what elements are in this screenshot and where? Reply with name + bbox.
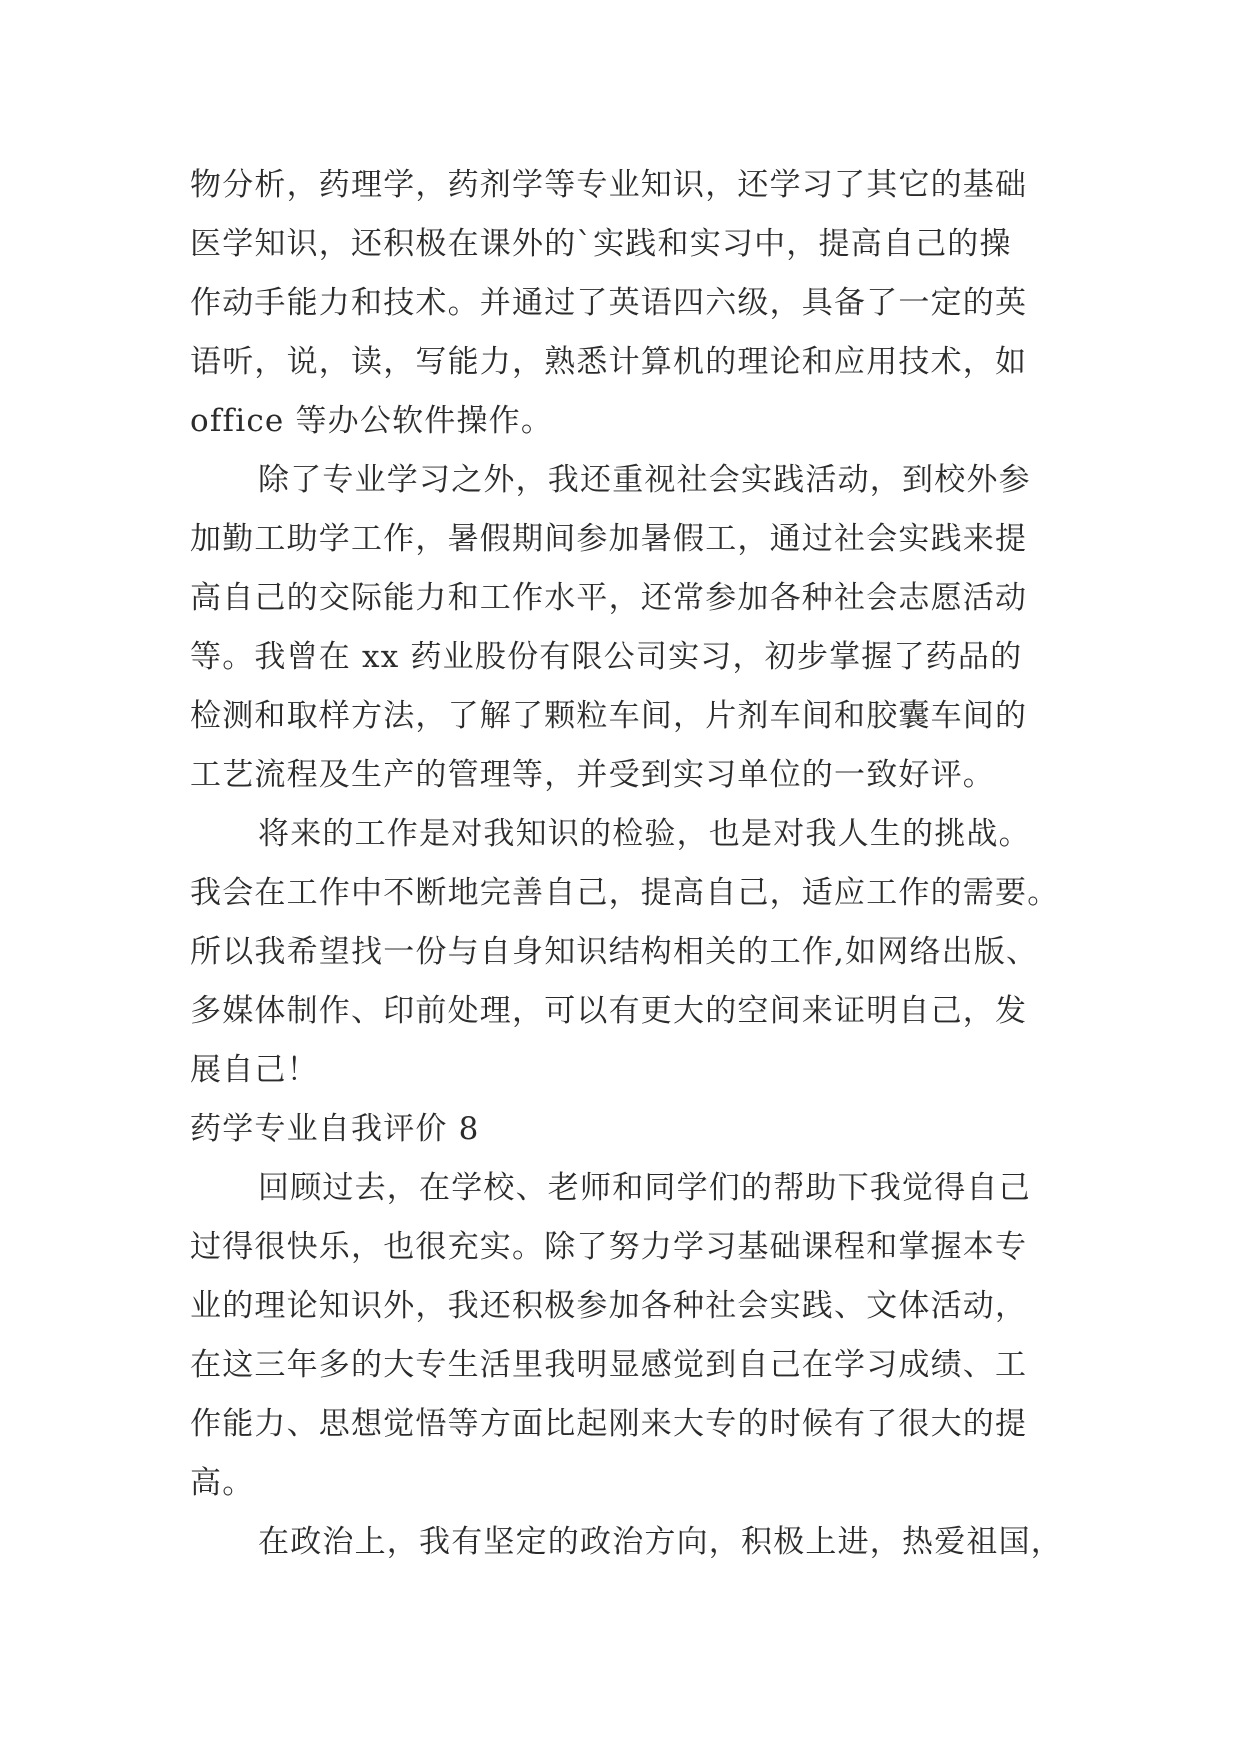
text-line: 工艺流程及生产的管理等，并受到实习单位的一致好评。 [190,757,995,793]
text-line: 所以我希望找一份与自身知识结构相关的工作,如网络出版、 [190,934,1039,970]
paragraph-social-practice [190,451,1070,805]
text-line: 作能力、思想觉悟等方面比起刚来大专的时候有了很大的提 [190,1406,1028,1442]
section-title: 药学专业自我评价 8 [190,1111,480,1147]
text-line: 回顾过去，在学校、老师和同学们的帮助下我觉得自己 [258,1170,1031,1206]
paragraph-politics [190,1513,1070,1572]
text-line: 在政治上，我有坚定的政治方向，积极上进，热爱祖国， [258,1524,1063,1560]
document-body [190,156,1070,1572]
text-line: 物分析，药理学，药剂学等专业知识，还学习了其它的基础 [190,167,1028,203]
paragraph-future-work [190,805,1070,1100]
text-line: 业的理论知识外，我还积极参加各种社会实践、文体活动， [190,1288,1028,1324]
text-line: 展自己！ [190,1052,319,1088]
text-line: 等。我曾在 xx 药业股份有限公司实习，初步掌握了药品的 [190,639,1023,675]
section-heading [190,1100,1070,1159]
text-line: 在这三年多的大专生活里我明显感觉到自己在学习成绩、工 [190,1347,1028,1383]
text-line: 作动手能力和技术。并通过了英语四六级，具备了一定的英 [190,285,1028,321]
text-line: 高自己的交际能力和工作水平，还常参加各种社会志愿活动 [190,580,1028,616]
paragraph-coursework [190,156,1070,451]
text-line: 检测和取样方法，了解了颗粒车间，片剂车间和胶囊车间的 [190,698,1028,734]
text-line: 医学知识，还积极在课外的`实践和实习中，提高自己的操 [190,226,1012,262]
text-line: 除了专业学习之外，我还重视社会实践活动，到校外参 [258,462,1031,498]
text-line: 高。 [190,1465,255,1501]
text-line: 将来的工作是对我知识的检验，也是对我人生的挑战。 [258,816,1031,852]
text-line: office 等办公软件操作。 [190,403,554,439]
text-line: 语听，说，读，写能力，熟悉计算机的理论和应用技术，如 [190,344,1028,380]
text-line: 我会在工作中不断地完善自己，提高自己，适应工作的需要。 [190,875,1060,911]
text-line: 加勤工助学工作，暑假期间参加暑假工，通过社会实践来提 [190,521,1028,557]
text-line: 过得很快乐，也很充实。除了努力学习基础课程和掌握本专 [190,1229,1028,1265]
paragraph-review [190,1159,1070,1513]
text-line: 多媒体制作、印前处理，可以有更大的空间来证明自己，发 [190,993,1028,1029]
